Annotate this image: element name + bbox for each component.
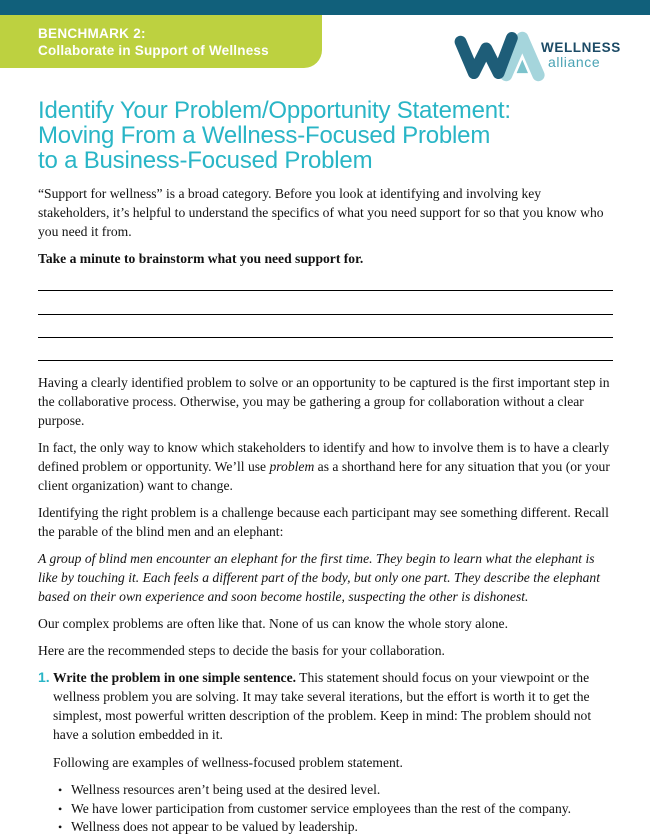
logo-alliance-text: alliance [548,54,601,70]
wellness-alliance-logo [452,28,627,83]
writing-line [38,268,613,291]
writing-line [38,315,613,338]
document-content [38,98,613,837]
example-item: • Wellness does not appear to be valued by leadership. [58,818,613,837]
benchmark-badge [0,15,322,68]
writing-lines [38,268,613,361]
step-1-body: This statement should focus on your viewpoint or the wellness problem you are solving. It may take several iterations, but the effort is worth it to get the simplest, most powerful written description of the problem. Keep in mind: The problem should not have a solution embedded in it. [53,670,592,743]
parable-paragraph: A group of blind men encounter an elephant for the first time. They begin to learn what the elephant is like by touching it. Each feels a different part of the body, but only one part. They describe the elephant based on their own experience and soon become hostile, suspecting the other is dishonest. [38,551,601,605]
paragraph-clear-problem: Having a clearly identified problem to solve or an opportunity to be captured is the first important step in the collaborative process. Otherwise, you may be gathering a group for collaboration without a clear purpose. [38,375,610,429]
wa-logo-icon [452,29,547,83]
writing-line [38,338,613,361]
paragraph-stakeholders [38,438,613,495]
paragraph-stakeholders-italic-term: problem [269,459,315,475]
paragraph-stakeholders-before: In fact, the only way to know which stakeholders to identify and how to involve them is to have a clearly defined problem or opportunity. We’ll use [38,440,610,475]
writing-line [38,291,613,314]
paragraph-complex-problems: Our complex problems are often like that. None of us can know the whole story alone. [38,616,508,632]
example-list [58,781,613,837]
title-line-3: to a Business-Focused Problem [38,147,373,174]
brainstorm-prompt: Take a minute to brainstorm what you need support for. [38,251,364,266]
logo-wellness-text: WELLNESS [541,40,621,55]
benchmark-badge-title: BENCHMARK 2: [38,26,146,41]
examples-intro: Following are examples of wellness-focused problem statement. [53,755,403,771]
step-1 [38,668,613,744]
page-title [38,98,613,173]
paragraph-recommended-steps: Here are the recommended steps to decide the basis for your collaboration. [38,643,445,659]
paragraph-identifying: Identifying the right problem is a challenge because each participant may see something different. Recall the parable of the blind men and an elephant: [38,505,609,540]
logo-wordmark [541,41,621,70]
benchmark-badge-subtitle: Collaborate in Support of Wellness [38,43,269,58]
title-line-1: Identify Your Problem/Opportunity Statement: [38,97,511,124]
title-line-2: Moving From a Wellness-Focused Problem [38,122,491,149]
example-item: • We have lower participation from customer service employees than the rest of the company. [58,800,613,819]
paragraph-stakeholders-after: as a shorthand here for any situation that you (or your client organization) want to change. [38,459,610,494]
intro-paragraph: “Support for wellness” is a broad category. Before you look at identifying and involving key stakeholders, it’s helpful to understand the specifics of what you need support for so that you know who you need it from. [38,186,604,239]
step-1-text [53,668,613,744]
example-item: • Wellness resources aren’t being used at the desired level. [58,781,613,800]
top-bar [0,0,650,15]
step-1-number: 1. [38,669,50,686]
step-1-lead: Write the problem in one simple sentence. [53,670,297,686]
